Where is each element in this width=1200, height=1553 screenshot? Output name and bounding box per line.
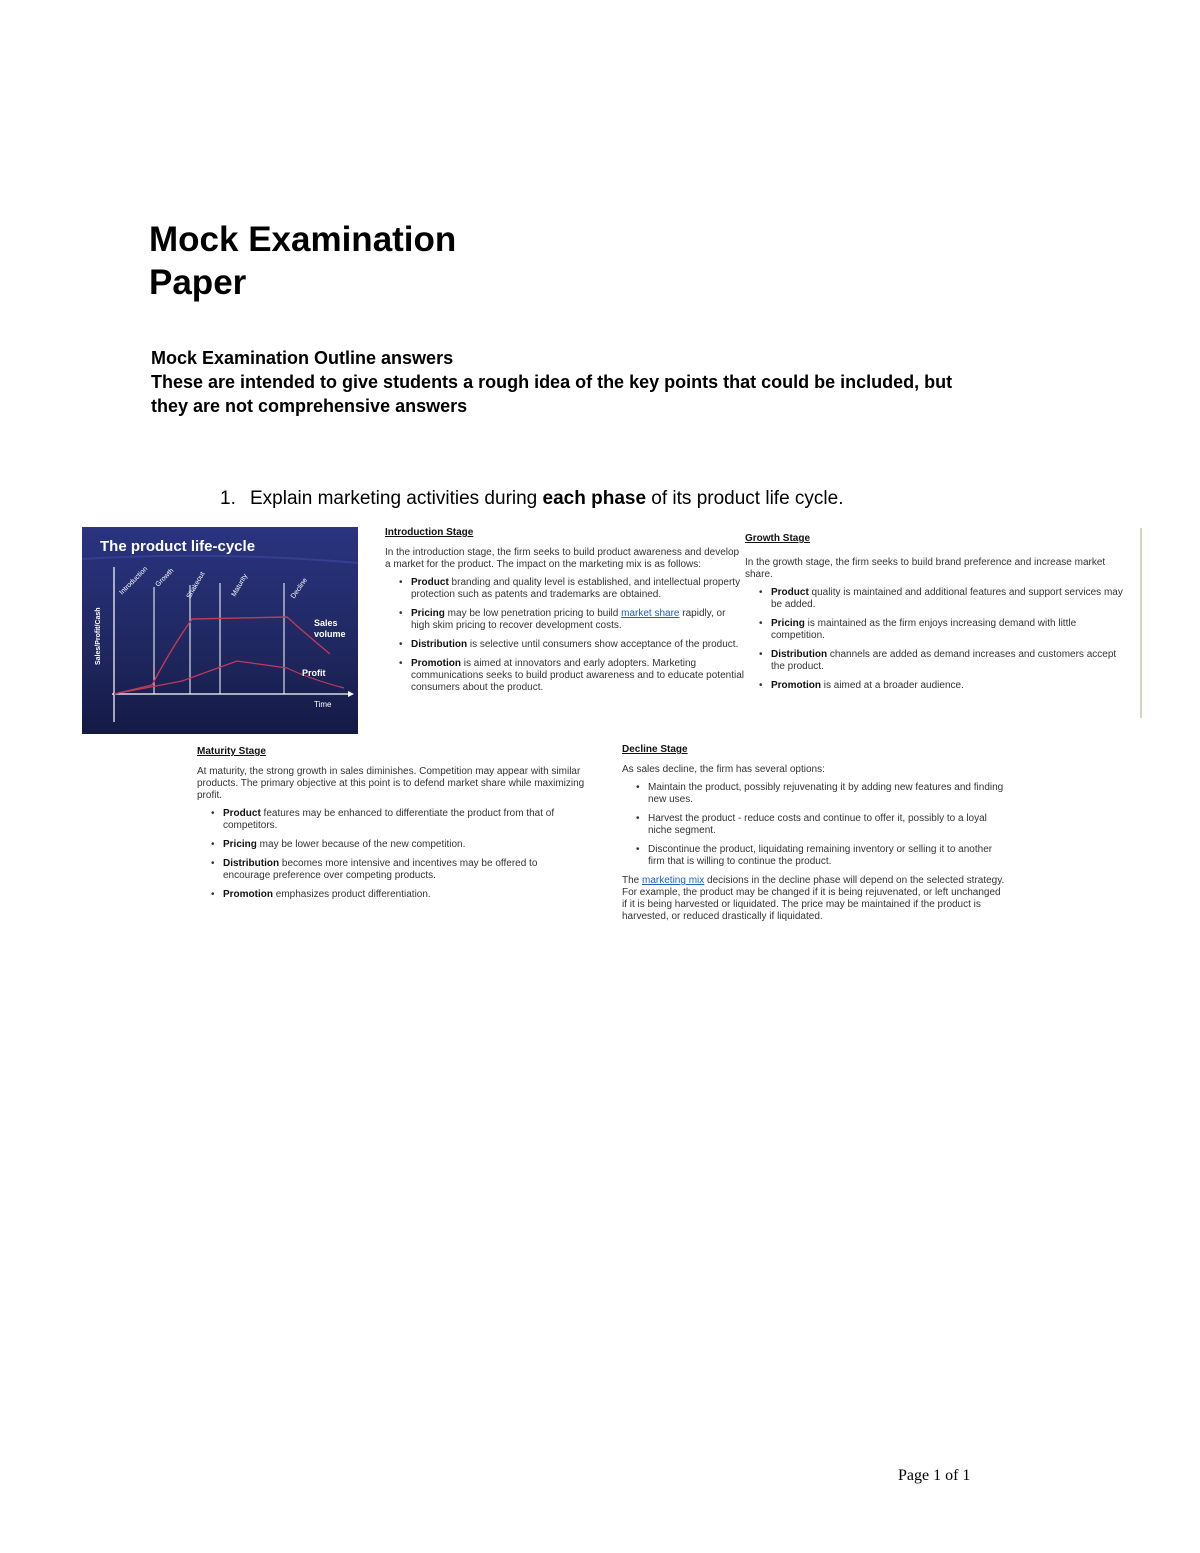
closing-text: decisions in the decline phase will depend on the selected strategy. For example, the product may be changed if it is being rejuvenated, or left unchanged if it is being harvested or liquidated. The price may be maintained if the product is harvested, or reduced drastically if liquidated.	[622, 875, 1005, 922]
growth-stage-intro: In the growth stage, the firm seeks to build brand preference and increase market share.	[745, 557, 1106, 580]
document-title-line-2: Paper	[149, 263, 247, 302]
list-item	[771, 649, 1130, 673]
phase-label-introduction: Introduction	[118, 565, 150, 597]
list-item	[223, 889, 587, 901]
right-border-rule	[1140, 528, 1142, 718]
product-life-cycle-slide	[82, 527, 358, 734]
list-item	[411, 658, 745, 694]
outline-heading-block	[151, 346, 971, 418]
list-item-label: Pricing	[771, 618, 805, 629]
list-item-text: is aimed at a broader audience.	[821, 680, 964, 691]
phase-label-decline: Decline	[289, 576, 310, 601]
maturity-stage-intro: At maturity, the strong growth in sales diminishes. Competition may appear with similar products. The primary objective at this point is to defend market share while maximizing profit.	[197, 766, 585, 801]
slide-title: The product life-cycle	[100, 538, 256, 555]
list-item-text: is maintained as the firm enjoys increasing demand with little competition.	[771, 618, 1077, 641]
sales-volume-label-line2: volume	[314, 629, 346, 639]
question-text-bold: each phase	[542, 488, 647, 509]
maturity-stage-heading: Maturity Stage	[197, 746, 266, 757]
phase-label-maturity: Maturity	[230, 572, 250, 598]
introduction-stage-heading: Introduction Stage	[385, 527, 474, 538]
profit-label: Profit	[302, 668, 326, 678]
list-item	[411, 608, 745, 632]
list-item	[771, 680, 1130, 692]
list-item-text: channels are added as demand increases and customers accept the product.	[771, 649, 1117, 672]
maturity-stage	[197, 746, 587, 908]
list-item-label: Pricing	[411, 608, 445, 619]
list-item-label: Promotion	[223, 889, 273, 900]
list-item-text: is selective until consumers show acceptance of the product.	[467, 639, 739, 650]
introduction-stage	[385, 527, 745, 701]
decline-stage-list	[622, 782, 1007, 868]
list-item	[771, 618, 1130, 642]
list-item-text: is aimed at innovators and early adopters. Marketing communications seeks to build product awareness and to educate potential consumers about the product.	[411, 658, 744, 693]
decline-stage-intro: As sales decline, the firm has several options:	[622, 764, 825, 775]
list-item-text: may be low penetration pricing to build	[444, 608, 622, 619]
decline-stage-closing	[622, 875, 1007, 923]
list-item-text: rapidly, or high skim pricing to recover development costs.	[411, 608, 726, 631]
document-title-line-1: Mock Examination	[149, 220, 457, 259]
list-item	[771, 587, 1130, 611]
list-item-label: Product	[223, 808, 261, 819]
list-item	[411, 639, 745, 651]
growth-stage-list	[745, 587, 1130, 692]
list-item	[223, 808, 587, 832]
list-item-label: Product	[771, 587, 809, 598]
list-item: • Maintain the product, possibly rejuvenating it by adding new features and finding new uses.	[648, 782, 1007, 806]
outline-note: These are intended to give students a rough idea of the key points that could be included, but they are not comprehensive answers	[151, 372, 953, 416]
list-item-text: features may be enhanced to differentiate the product from that of competitors.	[223, 808, 555, 831]
introduction-stage-list	[385, 577, 745, 694]
slide-x-axis-label: Time	[314, 700, 332, 709]
list-item-label: Distribution	[223, 858, 280, 869]
maturity-stage-list	[197, 808, 587, 901]
closing-text: The	[622, 875, 643, 886]
decline-stage-heading: Decline Stage	[622, 744, 688, 755]
list-item-text: becomes more intensive and incentives may be offered to encourage preference over competing products.	[223, 858, 538, 881]
list-item	[223, 839, 587, 851]
growth-stage-heading: Growth Stage	[745, 533, 811, 544]
list-item-text: may be lower because of the new competition.	[256, 839, 466, 850]
question-1	[220, 486, 844, 512]
question-text-before: Explain marketing activities during	[250, 488, 543, 509]
introduction-stage-intro: In the introduction stage, the firm seeks to build product awareness and develop a market for the product. The impact on the marketing mix is as follows:	[385, 547, 740, 570]
marketing-mix-link[interactable]: marketing mix	[642, 875, 705, 886]
list-item-label: Promotion	[411, 658, 461, 669]
question-text-after: of its product life cycle.	[646, 488, 844, 509]
list-item-text: quality is maintained and additional features and support services may be added.	[771, 587, 1123, 610]
decline-stage	[622, 744, 1007, 929]
list-item-label: Pricing	[223, 839, 257, 850]
phase-label-growth: Growth	[154, 567, 176, 589]
list-item-label: Product	[411, 577, 449, 588]
list-item-label: Promotion	[771, 680, 821, 691]
page-footer: Page 1 of 1	[898, 1467, 971, 1484]
list-item-label: Distribution	[411, 639, 468, 650]
question-number: 1.	[220, 488, 236, 509]
document-title	[149, 218, 456, 304]
list-item: • Harvest the product - reduce costs and continue to offer it, possibly to a loyal niche segment.	[648, 813, 1007, 837]
outline-heading: Mock Examination Outline answers	[151, 348, 454, 368]
phase-label-shakeout: Shakeout	[185, 570, 207, 600]
list-item-label: Distribution	[771, 649, 828, 660]
slide-y-axis-label: Sales/Profit/Cash	[95, 607, 102, 665]
list-item: • Discontinue the product, liquidating remaining inventory or selling it to another firm that is willing to continue the product.	[648, 844, 1007, 868]
list-item	[411, 577, 745, 601]
list-item-text: emphasizes product differentiation.	[273, 889, 431, 900]
growth-stage	[745, 533, 1130, 699]
list-item-text: branding and quality level is established, and intellectual property protection such as patents and trademarks are obtained.	[411, 577, 741, 600]
market-share-link[interactable]: market share	[621, 608, 680, 619]
list-item	[223, 858, 587, 882]
sales-volume-label-line1: Sales	[314, 618, 338, 628]
